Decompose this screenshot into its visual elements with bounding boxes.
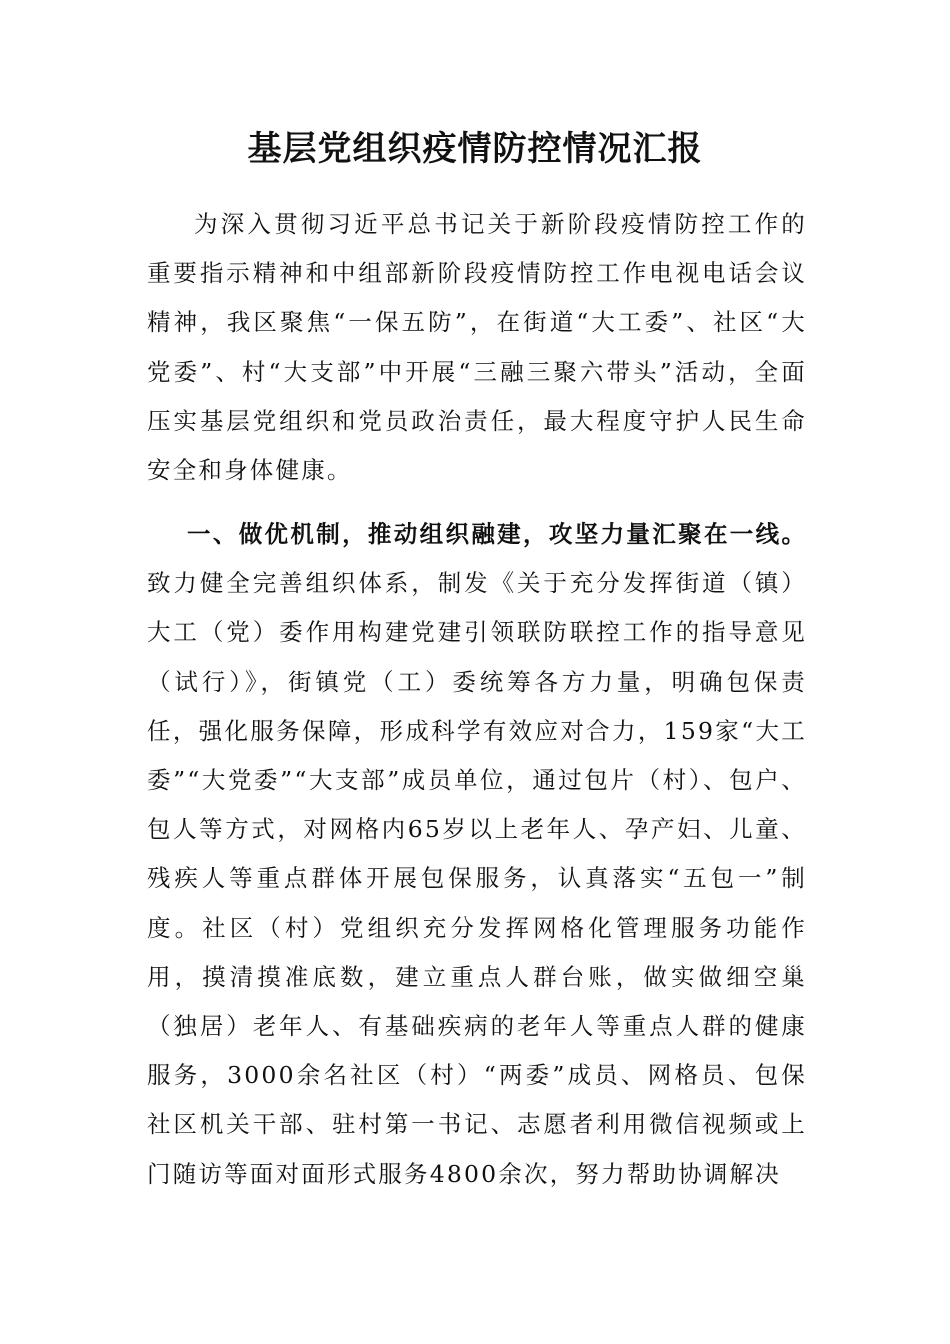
section-one-paragraph (147, 510, 807, 1199)
document-title: 基层党组织疫情防控情况汇报 (247, 129, 703, 169)
section-one-heading: 一、做优机制，推动组织融建，攻坚力量汇聚在一线。 (187, 520, 807, 548)
section-one-text: 致力健全完善组织体系，制发《关于充分发挥街道（镇）大工（党）委作用构建党建引领联防联控工作的指导意见（试行）》，街镇党（工）委统筹各方力量，明确包保责任，强化服务保障，形成科学有效应对合力，159家“大工委”“大党委”“大支部”成员单位，通过包片（村）、包户、包人等方式，对网格内65岁以上老年人、孕产妇、儿童、残疾人等重点群体开展包保服务，认真落实“五包一”制度。社区（村）党组织充分发挥网格化管理服务功能作用，摸清摸准底数，建立重点人群台账，做实做细空巢（独居）老年人、有基础疾病的老年人等重点人群的健康服务，3000余名社区（村）“两委”成员、网格员、包保社区机关干部、驻村第一书记、志愿者利用微信视频或上门随访等面对面形式服务4800余次，努力帮助协调解决 (147, 569, 807, 1188)
intro-paragraph: 为深入贯彻习近平总书记关于新阶段疫情防控工作的重要指示精神和中组部新阶段疫情防控工作电视电话会议精神，我区聚焦“一保五防”，在街道“大工委”、社区“大党委”、村“大支部”中开展“三融三聚六带头”活动，全面压实基层党组织和党员政治责任，最大程度守护人民生命安全和身体健康。 (147, 210, 807, 485)
